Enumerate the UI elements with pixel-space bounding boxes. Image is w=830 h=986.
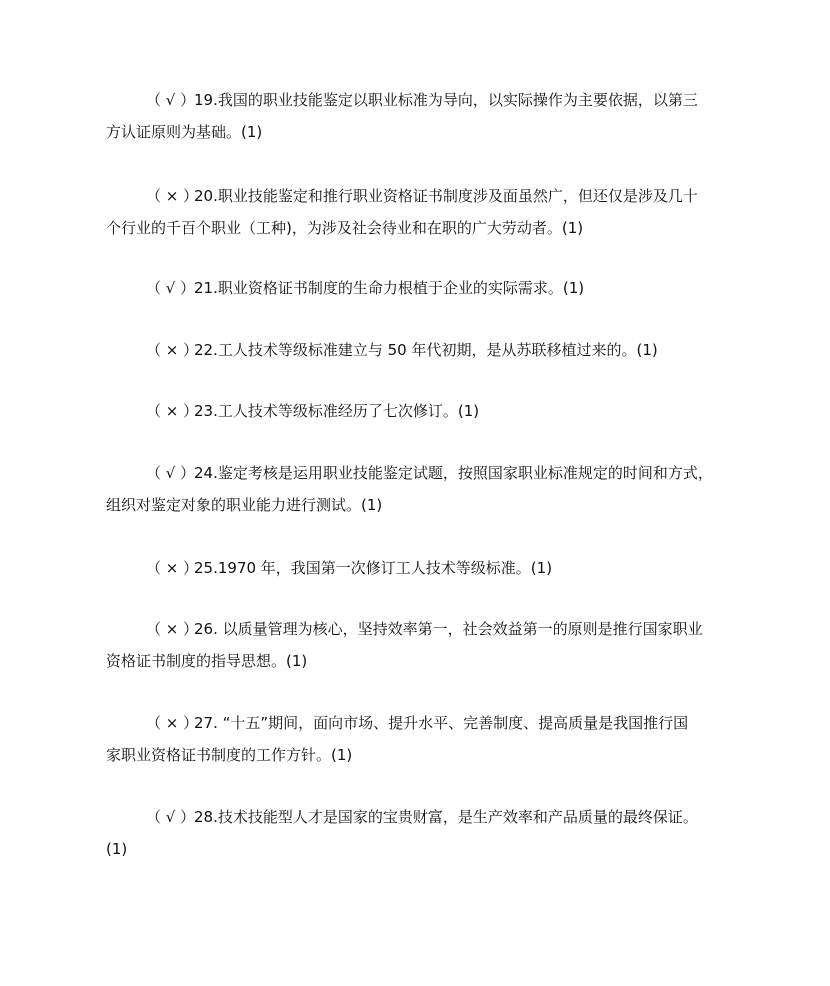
question-text: 20.职业技能鉴定和推行职业资格证书制度涉及面虽然广，但还仅是涉及几十 — [194, 187, 698, 205]
answer-mark: （ √ ） — [146, 808, 196, 826]
question-27 — [106, 707, 746, 771]
question-22 — [106, 334, 746, 366]
question-19 — [106, 84, 746, 148]
question-text: 22.工人技术等级标准建立与 50 年代初期，是从苏联移植过来的。(1) — [194, 341, 658, 359]
question-text: 27. “十五”期间，面向市场、提升水平、完善制度、提高质量是我国推行国 — [194, 714, 689, 732]
question-20 — [106, 180, 746, 244]
question-text-cont: 组织对鉴定对象的职业能力进行测试。(1) — [106, 496, 383, 514]
question-24 — [106, 457, 746, 521]
question-text: 19.我国的职业技能鉴定以职业标准为导向，以实际操作为主要依据，以第三 — [194, 91, 698, 109]
question-text-cont: 个行业的千百个职业（工种)，为涉及社会待业和在职的广大劳动者。(1) — [106, 219, 584, 237]
answer-mark: （ √ ） — [146, 464, 196, 482]
question-text: 21.职业资格证书制度的生命力根植于企业的实际需求。(1) — [194, 279, 585, 297]
question-text-cont: 方认证原则为基础。(1) — [106, 123, 263, 141]
question-text-cont: 家职业资格证书制度的工作方针。(1) — [106, 746, 353, 764]
question-28 — [106, 801, 746, 865]
answer-mark: （ × ） — [146, 714, 199, 732]
question-text-cont: (1) — [106, 840, 128, 858]
answer-mark: （ × ） — [146, 559, 199, 577]
question-text: 26. 以质量管理为核心，坚持效率第一，社会效益第一的原则是推行国家职业 — [194, 620, 703, 638]
answer-mark: （ √ ） — [146, 91, 196, 109]
answer-mark: （ √ ） — [146, 279, 196, 297]
answer-mark: （ × ） — [146, 341, 199, 359]
question-text: 24.鉴定考核是运用职业技能鉴定试题，按照国家职业标准规定的时间和方式， — [194, 464, 713, 482]
question-text-cont: 资格证书制度的指导思想。(1) — [106, 652, 308, 670]
question-text: 23.工人技术等级标准经历了七次修订。(1) — [194, 402, 480, 420]
question-text: 28.技术技能型人才是国家的宝贵财富，是生产效率和产品质量的最终保证。 — [194, 808, 698, 826]
question-26 — [106, 613, 746, 677]
question-text: 25.1970 年，我国第一次修订工人技术等级标准。(1) — [194, 559, 553, 577]
answer-mark: （ × ） — [146, 187, 199, 205]
question-25 — [106, 552, 746, 584]
question-23 — [106, 395, 746, 427]
answer-mark: （ × ） — [146, 402, 199, 420]
question-21 — [106, 272, 746, 304]
answer-mark: （ × ） — [146, 620, 199, 638]
